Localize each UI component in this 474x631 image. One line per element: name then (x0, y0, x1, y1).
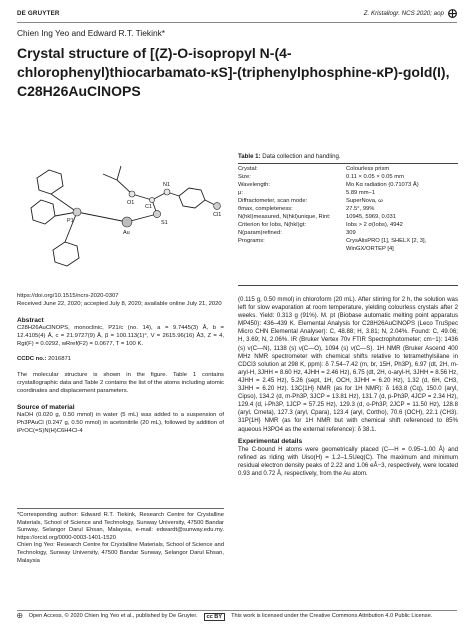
table-row (238, 197, 458, 205)
table-value: 309 (346, 230, 356, 236)
ortep-diagram (17, 150, 224, 288)
abstract-text: C28H26AuClNOPS, monoclinic, P21/c (no. 14), a = 9.7445(3) Å, b = 12.4105(4) Å, c = 21.9727(9) Å, β = 100.113(1)°, V = 2615.96(16) Å3, Z = 4, Rgt(F) = 0.0292, wRref(F2) = 0.0677, T = 100 K. (17, 324, 224, 347)
table-row (238, 165, 458, 173)
open-access-icon: ⨁ (17, 613, 23, 619)
table-key: N(param)refined: (238, 230, 282, 236)
table-value: Iobs > 2 σ(Iobs), 4942 (346, 222, 403, 228)
experimental-text: The C-bound H atoms were geometrically placed (C—H = 0.95–1.00 Å) and refined as riding with Uiso(H) = 1.2–1.5Ueq(C). The maximum and minimum residual electron density peaks of 2.22 and 1.06 eÅ−3, respectively, were located 0.93 and 0.72 Å, respectively, from the Au atom. (238, 445, 458, 477)
table-row (238, 213, 458, 221)
license-copyright: Open Access. © 2020 Chien Ing Yeo et al., published by De Gruyter. (28, 613, 198, 619)
table-caption-label: Table 1: (238, 153, 261, 160)
atom-label-au: Au (123, 230, 130, 236)
table-key: Crystal: (238, 166, 258, 172)
atom-label-c: C1 (145, 204, 153, 210)
table-row (238, 189, 458, 197)
table-key (238, 245, 346, 253)
table-key: μ: (238, 190, 243, 196)
author-footnote (17, 512, 224, 565)
table-key: θmax, completeness: (238, 206, 293, 212)
table-bottom-rule (238, 285, 458, 286)
atom-label-n: N1 (163, 182, 171, 188)
journal-citation (364, 8, 457, 19)
cc-by-icon: cc BY (204, 613, 226, 621)
open-access-icon: ⨁ (448, 7, 457, 18)
atom-label-s: S1 (161, 220, 168, 226)
table-value: CrysAlisPRO [1], SHELX [2, 3], (346, 238, 427, 244)
atom-label-p: P1 (67, 218, 74, 224)
data-collection-table (238, 165, 458, 253)
table-key: Programs: (238, 238, 265, 244)
table-key: Size: (238, 174, 251, 180)
page-header (17, 6, 457, 20)
table-key: Diffractometer, scan mode: (238, 198, 308, 204)
footer-rule (17, 610, 457, 611)
right-column-text (238, 296, 458, 478)
table-row (238, 229, 458, 237)
table-caption (238, 153, 341, 160)
table-value: 27.5°, 99% (346, 206, 375, 212)
table-value: 0.11 × 0.05 × 0.05 mm (346, 174, 404, 180)
article-title: Crystal structure of [(Z)-O-isopropyl N-(4-chlorophenyl)thiocarbamato-κS]-(triphenylphosphine-κP)-gold(I), C28H26AuClNOPS (17, 45, 450, 99)
coauthor-affiliation: Chien Ing Yeo: Research Centre for Crystalline Materials, School of Science and Technology, Sunway University, 47500 Bandar Sunway, Selangor Darul Ehsan, Malaysia (17, 542, 224, 564)
synthesis-characterisation: (0.115 g, 0.50 mmol) in chloroform (20 mL). After stirring for 2 h, the solution was left for slow evaporation at room temperature, yielding colourless crystals after 2 weeks. Yield: 0.313 g (91%). M. pt (Biobase automatic melting point apparatus MP450): 436–439 K. Elemental Analysis for C28H26AuClNOPS (Leco TruSpec Micro CHN Elemental Analyser): C, 48.88; H, 3.81; N, 2.04%. Found: C, 49.06; H, 3.69; N, 2.06%. IR (Bruker Vertex 70v FTIR Spectrophotometer; cm−1): 1436 (s) ν(C—N), 1138 (s) ν(C—O), 1094 (s) ν(C—S). 1H NMR (Bruker Ascend 400 MHz NMR spectrometer with chemical shifts relative to tetramethylsilane in CDCl3 solution at 298 K, ppm): δ 7.54–7.42 (m, br, 15H, Ph3P), 6.97 (dt, 2H, m-aryl-H, 3JHH = 8.60 Hz, 4JHH = 2.46 Hz), 6.75 (dt, 2H, o-aryl-H, 3JHH = 8.56 Hz, 4JHH = 2.45 Hz), 5.26 (sept, 1H, OCH, 3JHH = 6.20 Hz), 1.32 (d, 6H, CH3, 3JHH = 6.20 Hz). 13C{1H} NMR (as for 1H NMR): δ 163.8 (Cq), 150.0 (aryl, Cipso), 134.2 (d, m-Ph3P, 3JCP = 13.81 Hz), 131.7 (d, p-Ph3P, 4JCP = 2.34 Hz), 129.4 (d, i-Ph3P, 1JCP = 57.25 Hz), 129.3 (d, o-Ph3P, 2JCP = 11.50 Hz), 128.8 (aryl, Cmeta), 127.3 (aryl, Cpara), 123.4 (aryl, Cortho), 70.6 (OCH), 22.1 (CH3). 31P{1H} NMR (as for 1H NMR but with chemical shift referenced to 85% aqueous H3PO4 as the external reference): δ 38.1. (238, 296, 458, 433)
header-rule (17, 22, 457, 23)
table-row (238, 237, 458, 245)
ccdc-value: 2016871 (48, 356, 72, 363)
doi-link[interactable]: https://doi.org/10.1515/ncrs-2020-0307 (17, 293, 119, 299)
ccdc-line (17, 356, 224, 364)
source-heading: Source of material (17, 404, 75, 412)
publication-dates: Received June 22, 2020; accepted July 8, 2020; available online July 21, 2020 (17, 300, 222, 307)
atom-label-cl: Cl1 (213, 212, 222, 218)
table-key: Wavelength: (238, 182, 271, 188)
table-key: Criterion for Iobs, N(hkl)gt: (238, 222, 306, 228)
table-value: 5.89 mm−1 (346, 190, 376, 196)
license-footer (17, 613, 457, 621)
footnote-rule (17, 508, 224, 509)
license-statement: This work is licensed under the Creative Commons Attribution 4.0 Public License. (231, 613, 433, 619)
corresponding-author: *Corresponding author: Edward R.T. Tiekink, Research Centre for Crystalline Materials, School of Science and Technology, Sunway University, 47500 Bandar Sunway, Selangor Darul Ehsan, Malaysia, e-mail: edwardt@sunway.edu.my. https://orcid.org/0000-0003-1401-1520 (17, 512, 224, 541)
journal-reference: Z. Kristallogr. NCS 2020; aop (363, 9, 444, 17)
table-value: Mo Kα radiation (0.71073 Å) (346, 182, 419, 188)
table-value: WinGX/ORTEP [4] (346, 246, 394, 252)
publisher-name: DE GRUYTER (17, 9, 60, 17)
source-text: NaOH (0.020 g, 0.50 mmol) in water (5 mL) was added to a suspension of Ph3PAuCl (0.247 g, 0.50 mmol) in acetonitrile (20 mL), followed by addition of iPrOC(=S)N(H)C6H4Cl-4 (17, 411, 224, 434)
table-value: 10945, 5969, 0.031 (346, 214, 396, 220)
atom-label-o: O1 (127, 200, 135, 206)
abstract-heading: Abstract (17, 316, 44, 324)
table-value: SuperNova, ω (346, 198, 383, 204)
table-top-rule (238, 163, 458, 164)
table-caption-text: Data collection and handling. (262, 153, 341, 160)
experimental-heading: Experimental details (238, 437, 303, 445)
table-row (238, 221, 458, 229)
molecular-structure-figure (17, 150, 224, 288)
article-meta (17, 293, 224, 436)
ccdc-label: CCDC no.: (17, 356, 47, 363)
table-row (238, 181, 458, 189)
intro-paragraph: The molecular structure is shown in the figure. Table 1 contains crystallographic data and Table 2 contains the list of the atoms including atomic coordinates and displacement parameters. (17, 372, 224, 395)
author-list: Chien Ing Yeo and Edward R.T. Tiekink* (17, 28, 166, 38)
table-row (238, 245, 458, 253)
table-key: N(hkl)measured, N(hkl)unique, Rint: (238, 214, 331, 220)
table-row (238, 173, 458, 181)
table-row (238, 205, 458, 213)
table-value: Colourless prism (346, 166, 390, 172)
